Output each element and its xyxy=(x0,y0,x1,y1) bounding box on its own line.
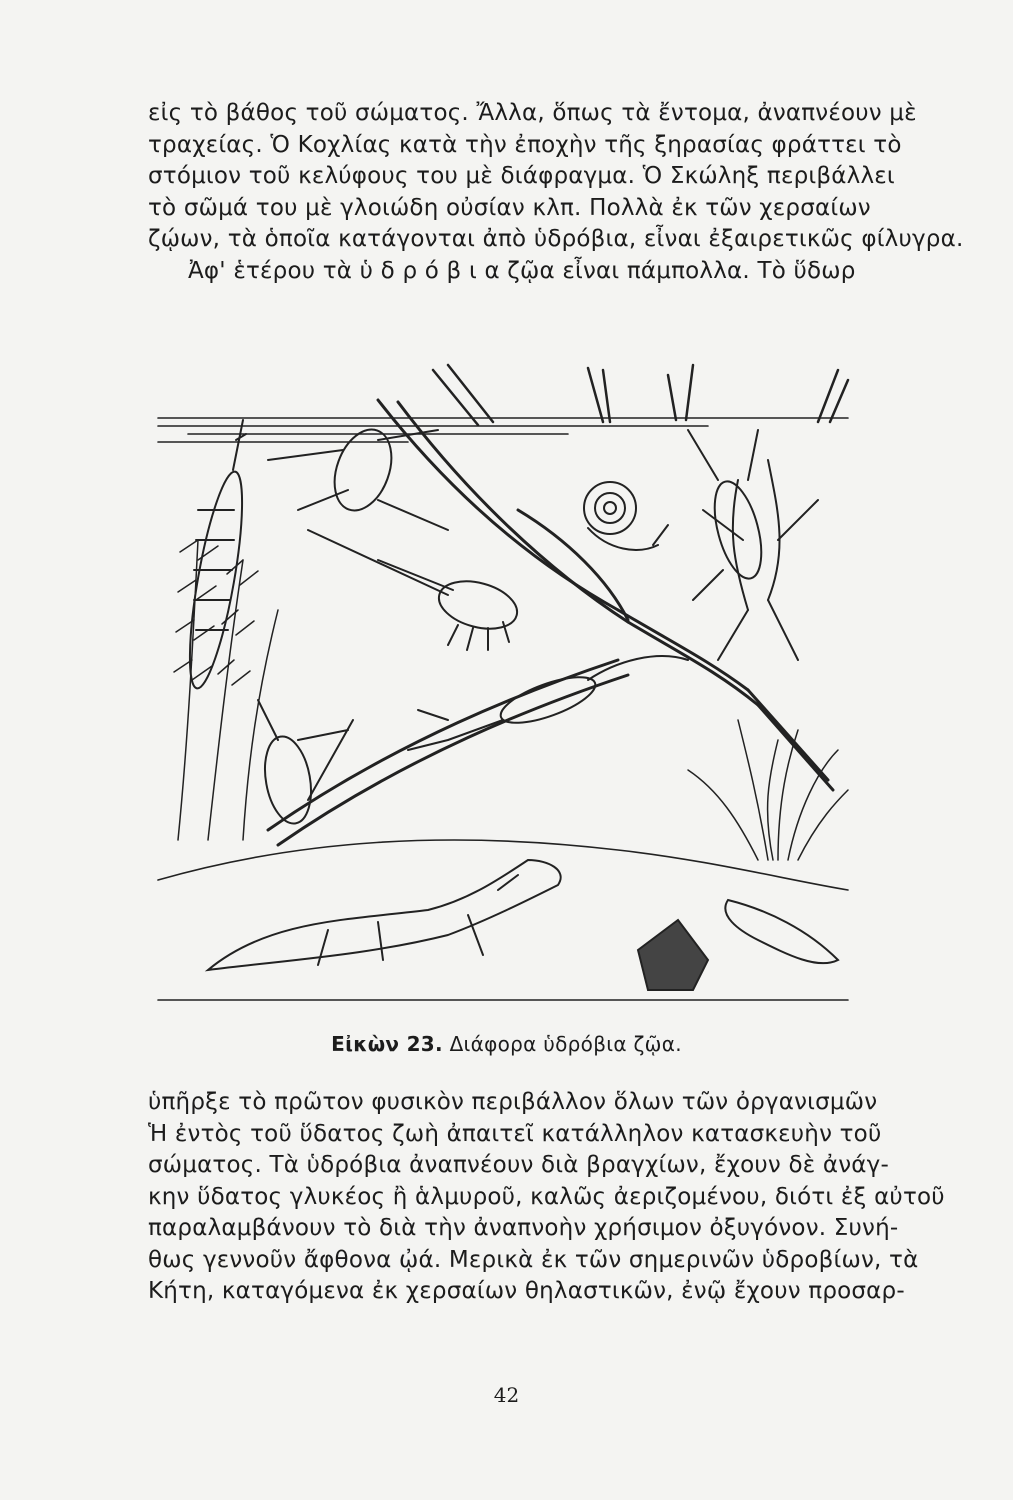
newt xyxy=(208,860,561,970)
water-beetle xyxy=(268,422,448,530)
river-bed xyxy=(158,840,848,1000)
reed-stems xyxy=(433,365,848,425)
branches xyxy=(268,400,833,845)
text-line: ζῴων, τὰ ὁποῖα κατάγονται ἀπὸ ὑδρόβια, εἶναι ἐξαιρετικῶς φίλυγρα. xyxy=(148,226,964,252)
figure-label: Εἰκὼν 23. xyxy=(331,1032,443,1056)
water-surface xyxy=(158,418,848,442)
grass-tuft xyxy=(688,720,848,860)
page-number: 42 xyxy=(493,1383,520,1407)
text-line: ὑπῆρξε τὸ πρῶτον φυσικὸν περιβάλλον ὅλων τῶν ὀργανισμῶν xyxy=(148,1089,878,1115)
water-shrimp xyxy=(308,530,522,650)
aquatic-animals-illustration xyxy=(148,360,853,1020)
water-plant xyxy=(174,540,278,840)
text-line: κην ὕδατος γλυκέος ἢ ἁλμυροῦ, καλῶς ἀεριζομένου, διότι ἐξ αὐτοῦ xyxy=(148,1183,945,1210)
figure-caption-text: Διάφορα ὑδρόβια ζῷα. xyxy=(449,1032,682,1056)
text-line: στόμιον τοῦ κελύφους του μὲ διάφραγμα. Ὁ Σκώληξ περιβάλλει xyxy=(148,163,895,189)
diving-beetle xyxy=(258,700,353,827)
text-line: τὸ σῶμά του μὲ γλοιώδη οὐσίαν κλπ. Πολλὰ ἐκ τῶν χερσαίων xyxy=(148,194,871,221)
top-paragraph xyxy=(148,98,964,287)
text-line: Κήτη, καταγόμενα ἐκ χερσαίων θηλαστικῶν, ἐνῷ ἔχουν προσαρ- xyxy=(148,1278,905,1304)
text-line: σώματος. Τὰ ὑδρόβια ἀναπνέουν διὰ βραγχίων, ἔχουν δὲ ἀνάγ- xyxy=(148,1152,889,1178)
snail xyxy=(584,482,668,550)
text-line: παραλαμβάνουν τὸ διὰ τὴν ἀναπνοὴν χρήσιμον ὀξυγόνον. Συνή- xyxy=(148,1215,899,1241)
stone xyxy=(638,920,708,990)
text-line: τραχείας. Ὁ Κοχλίας κατὰ τὴν ἐποχὴν τῆς ξηρασίας φράττει τὸ xyxy=(148,131,902,158)
text-line: εἰς τὸ βάθος τοῦ σώματος. Ἄλλα, ὅπως τὰ ἔντομα, ἀναπνέουν μὲ xyxy=(148,100,917,126)
bottom-paragraph xyxy=(148,1087,945,1308)
text-line: Ἡ ἐντὸς τοῦ ὕδατος ζωὴ ἀπαιτεῖ κατάλληλον κατασκευὴν τοῦ xyxy=(148,1120,882,1147)
leech xyxy=(725,900,838,963)
mayfly-nymph xyxy=(688,430,770,600)
insect-larva xyxy=(179,420,253,691)
text-line: θως γεννοῦν ἄφθονα ᾠά. Μερικὰ ἐκ τῶν σημερινῶν ὑδροβίων, τὰ xyxy=(148,1246,919,1273)
text-line: Ἀφ' ἑτέρου τὰ ὑ δ ρ ό β ι α ζῷα εἶναι πάμπολλα. Τὸ ὕδωρ xyxy=(188,257,856,284)
figure-caption xyxy=(0,1032,1013,1056)
